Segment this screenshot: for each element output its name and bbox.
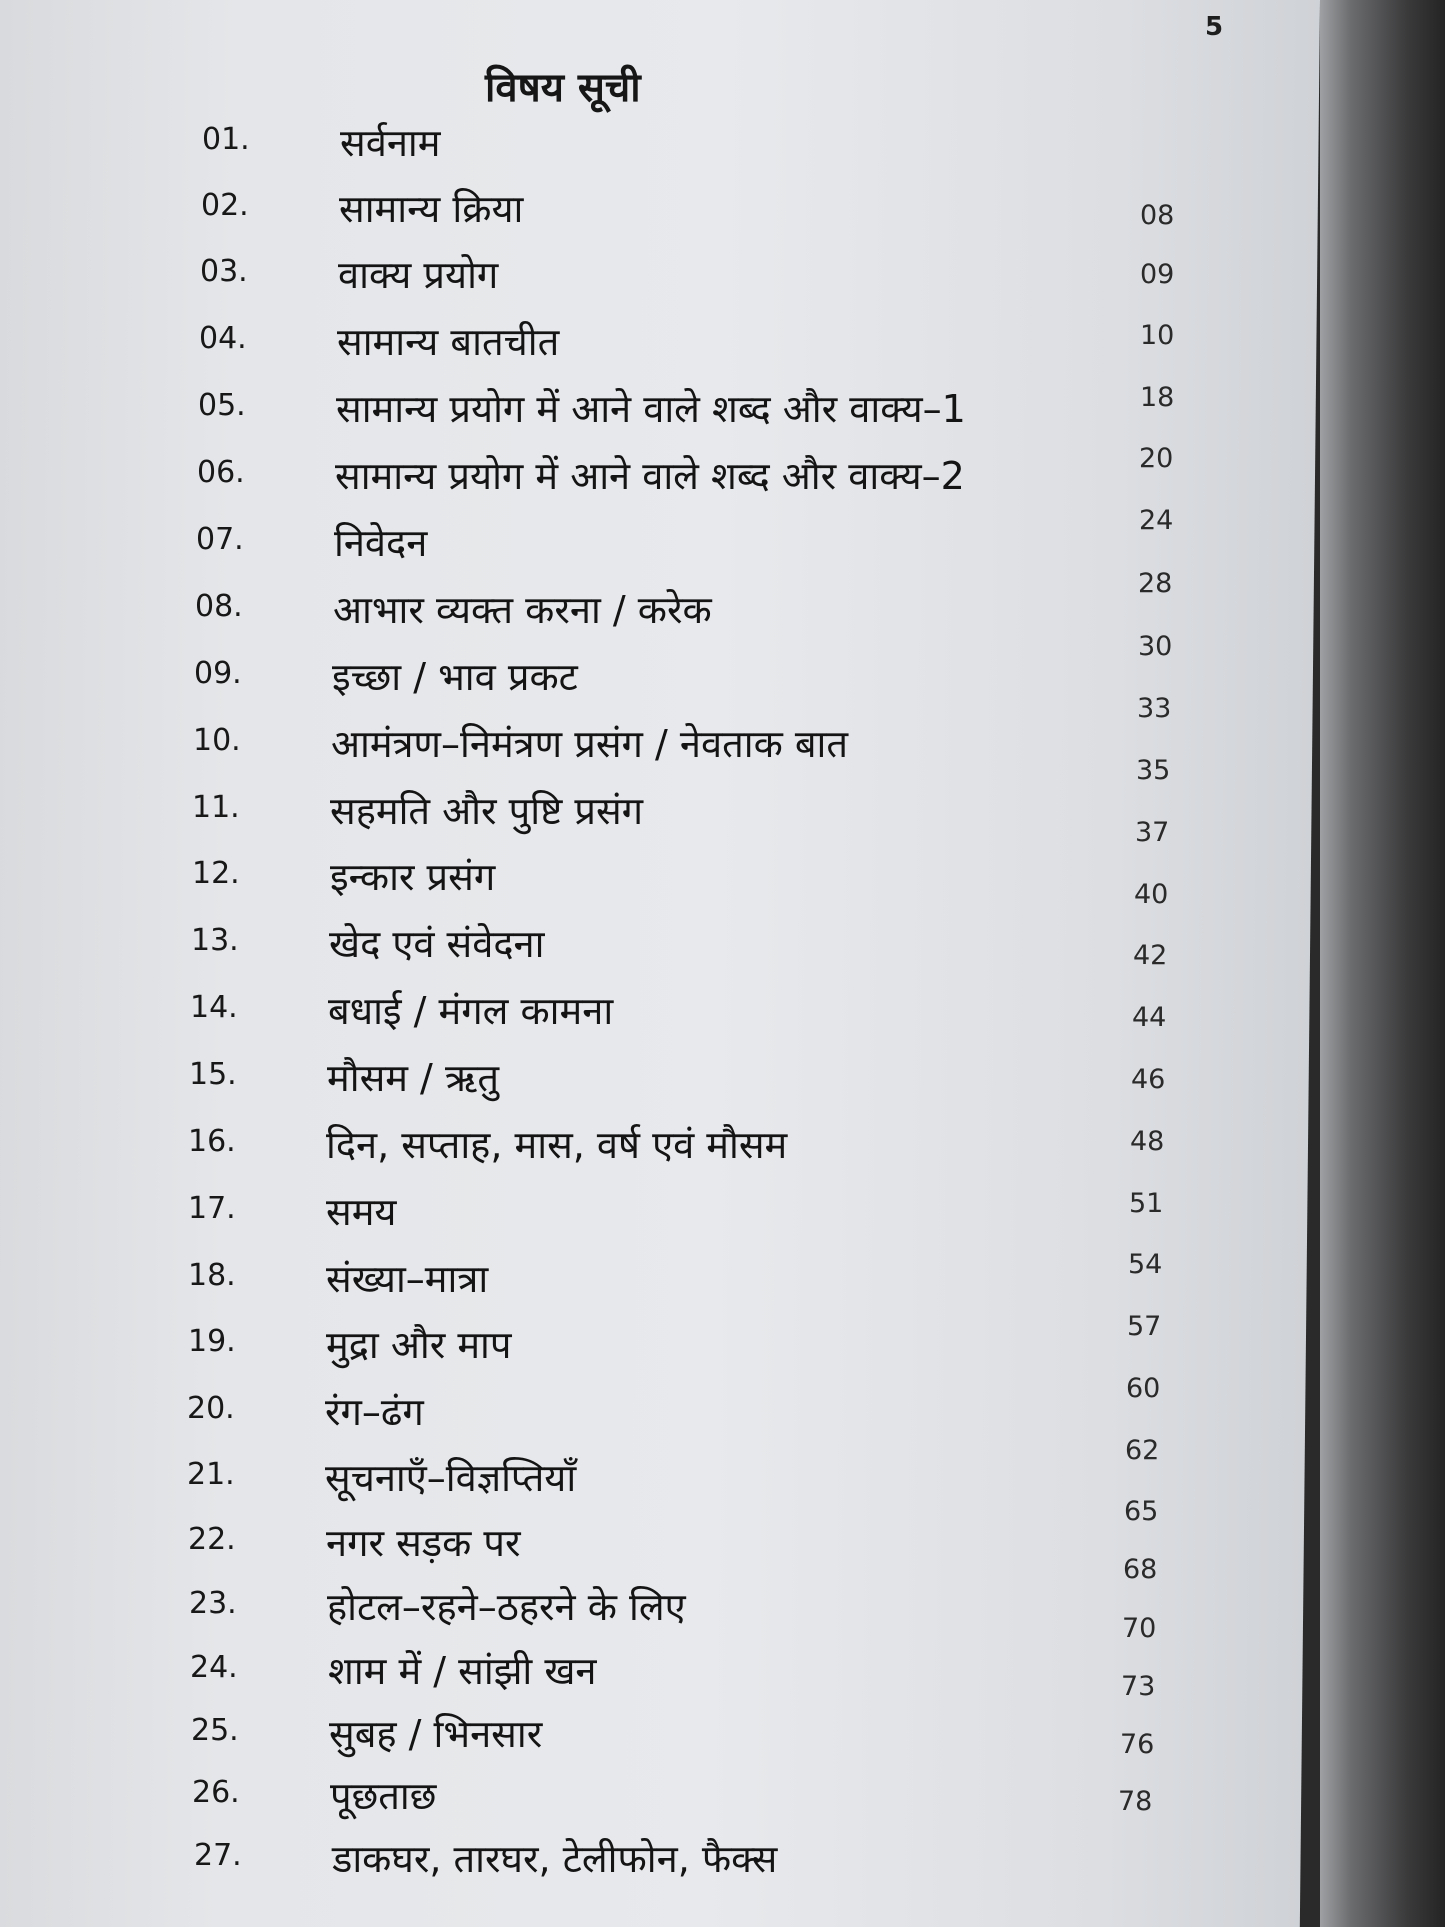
entry-title: शाम में / सांझी खन	[328, 1649, 597, 1693]
page-ref: 37	[1135, 817, 1170, 848]
entry-title: आभार व्यक्त करना / करेक	[333, 588, 712, 632]
entry-number: 11.	[192, 790, 240, 825]
toc-title: विषय सूची	[485, 65, 641, 111]
page-ref: 70	[1122, 1613, 1157, 1644]
entry-number: 25.	[191, 1713, 239, 1748]
entry-title: खेद एवं संवेदना	[329, 922, 545, 966]
page-ref: 28	[1138, 568, 1173, 599]
page-ref: 42	[1133, 940, 1168, 971]
entry-title: समय	[326, 1190, 397, 1234]
entry-number: 16.	[188, 1124, 236, 1159]
entry-title: सूचनाएँ–विज्ञप्तियाँ	[325, 1456, 577, 1500]
entry-number: 17.	[188, 1191, 236, 1226]
entry-title: मुद्रा और माप	[326, 1323, 512, 1367]
entry-title: सामान्य क्रिया	[339, 187, 524, 231]
entry-number: 08.	[195, 589, 243, 624]
page-ref: 78	[1118, 1786, 1153, 1817]
page-ref: 09	[1140, 259, 1175, 290]
page-ref: 46	[1131, 1064, 1166, 1095]
page-ref: 60	[1126, 1373, 1161, 1404]
page-ref: 08	[1140, 200, 1175, 231]
page-ref: 30	[1138, 631, 1173, 662]
entry-number: 09.	[194, 656, 242, 691]
page-ref: 48	[1130, 1126, 1165, 1157]
entry-title: सामान्य प्रयोग में आने वाले शब्द और वाक्य–1	[336, 387, 966, 431]
entry-title: डाकघर, तारघर, टेलीफोन, फैक्स	[332, 1837, 778, 1881]
entry-number: 21.	[187, 1457, 235, 1492]
entry-title: रंग–ढंग	[325, 1390, 424, 1434]
page-shadow-edge	[1320, 0, 1445, 1927]
page-number: 5	[1205, 12, 1224, 42]
entry-title: सहमति और पुष्टि प्रसंग	[330, 789, 644, 833]
entry-number: 06.	[197, 455, 245, 490]
entry-number: 02.	[201, 188, 249, 223]
entry-number: 05.	[198, 388, 246, 423]
entry-title: पूछताछ	[330, 1774, 437, 1818]
page-ref: 40	[1134, 879, 1169, 910]
page-ref: 73	[1121, 1671, 1156, 1702]
entry-number: 10.	[193, 723, 241, 758]
entry-number: 15.	[189, 1057, 237, 1092]
entry-title: होटल–रहने–ठहरने के लिए	[327, 1585, 686, 1629]
entry-title: दिन, सप्ताह, मास, वर्ष एवं मौसम	[326, 1123, 788, 1167]
page-ref: 35	[1136, 755, 1171, 786]
page-ref: 51	[1129, 1188, 1164, 1219]
entry-number: 03.	[200, 254, 248, 289]
entry-title: निवेदन	[334, 521, 428, 565]
entry-number: 13.	[191, 923, 239, 958]
entry-number: 20.	[187, 1391, 235, 1426]
entry-number: 27.	[194, 1838, 242, 1873]
entry-title: नगर सड़क पर	[326, 1521, 521, 1565]
page-ref: 62	[1125, 1435, 1160, 1466]
entry-title: इन्कार प्रसंग	[330, 855, 496, 899]
entry-title: संख्या–मात्रा	[326, 1257, 489, 1301]
entry-title: मौसम / ऋतु	[327, 1056, 500, 1100]
entry-number: 01.	[202, 122, 250, 157]
entry-title: सुबह / भिनसार	[329, 1712, 543, 1756]
entry-title: सामान्य प्रयोग में आने वाले शब्द और वाक्य–2	[335, 454, 965, 498]
page-ref: 24	[1139, 505, 1174, 536]
page-ref: 76	[1120, 1729, 1155, 1760]
entry-number: 26.	[192, 1775, 240, 1810]
entry-number: 22.	[188, 1522, 236, 1557]
entry-title: वाक्य प्रयोग	[338, 253, 499, 297]
page-ref: 65	[1124, 1496, 1159, 1527]
entry-title: आमंत्रण–निमंत्रण प्रसंग / नेवताक बात	[331, 722, 849, 766]
entry-number: 19.	[188, 1324, 236, 1359]
page-ref: 44	[1132, 1002, 1167, 1033]
entry-number: 04.	[199, 321, 247, 356]
page-ref: 20	[1139, 443, 1174, 474]
page-ref: 68	[1123, 1554, 1158, 1585]
entry-number: 23.	[189, 1586, 237, 1621]
entry-title: सर्वनाम	[340, 121, 441, 165]
page-ref: 10	[1140, 320, 1175, 351]
entry-number: 07.	[196, 522, 244, 557]
page-ref: 57	[1127, 1311, 1162, 1342]
entry-number: 18.	[188, 1258, 236, 1293]
page-ref: 33	[1137, 693, 1172, 724]
entry-number: 12.	[192, 856, 240, 891]
page-ref: 18	[1140, 382, 1175, 413]
entry-number: 14.	[190, 990, 238, 1025]
entry-title: इच्छा / भाव प्रकट	[332, 655, 578, 699]
entry-number: 24.	[190, 1650, 238, 1685]
entry-title: बधाई / मंगल कामना	[328, 989, 614, 1033]
page-ref: 54	[1128, 1249, 1163, 1280]
entry-title: सामान्य बातचीत	[337, 320, 560, 364]
